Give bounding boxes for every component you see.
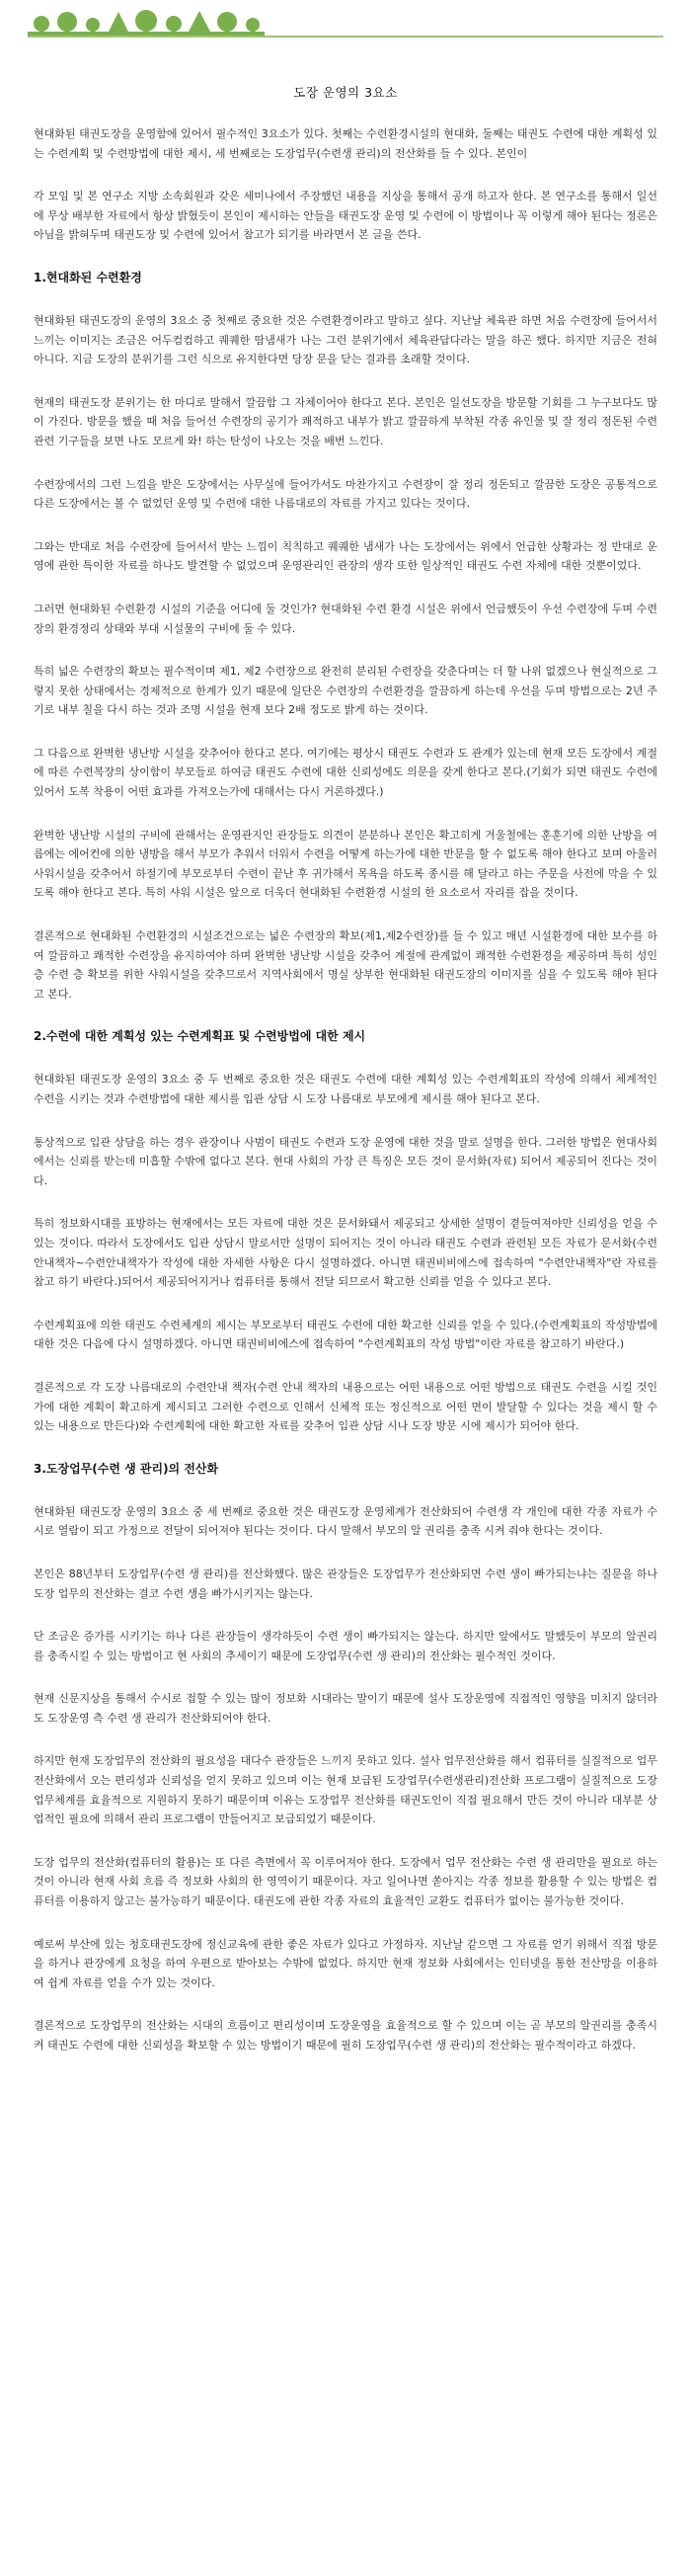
paragraph: 결론적으로 각 도장 나름대로의 수련안내 책자(수련 안내 책자의 내용으로는 어떤 내용으로 어떤 방법으로 태권도 수련을 시킬 것인가에 대한 계획이 확고하게 제시되고 그러한 수련으로 인해서 신체적 또는 정신적으로 어떤 면이 발달할 수 있다는 것을 제시 할 수 있는 내용으로 만든다)와 수련계획에 대한 확고한 자료를 갖추어 입관 상담 시나 도장 방문 시에 제시가 되어야 한다. — [34, 1380, 657, 1433]
paragraph: 그와는 반대로 처음 수련장에 들어서서 받는 느낌이 칙칙하고 퀘퀘한 냄새가 나는 도장에서는 위에서 언급한 상황과는 정 반대로 운영에 관한 특이한 자료를 하나도 발견할 수 없었으며 운영관리인 관장의 생각 또한 일상적인 태권도 수련 자체에 대한 것뿐이었다. — [34, 539, 657, 573]
paragraph: 특히 넓은 수련장의 확보는 필수적이며 제1, 제2 수련장으로 완전히 분리된 수련장을 갖춘다며는 더 할 나위 없겠으나 현실적으로 그렇지 못한 상태에서는 경제적으로 한계가 있기 때문에 일단은 수련장의 수련환경을 깔끔하게 하는데 우선을 두며 방법으로는 2년 주기로 내부 칠을 다시 하는 것과 조명 시설을 현재 보다 2배 정도로 밝게 하는 것이다. — [34, 665, 657, 717]
paragraph: 특히 정보화시대를 표방하는 현재에서는 모든 자료에 대한 것은 문서화돼서 제공되고 상세한 설명이 곁들여져야만 신뢰성을 얻을 수 있는 것이다. 따라서 도장에서도 입관 상담시 말로서만 설명이 되어지는 것이 아니라 태권도 수련과 관련된 모든 자료가 문서화(수련 안내책자~수련안내책자가 작성에 대한 자세한 사항은 다시 설명하겠다. 아니면 태권비비에스에 접속하여 "수련안내책자"란 자료를 참고 하기 바란다.)되어서 제공되어지거나 컴퓨터를 통해서 전달 되므로서 확고한 신뢰를 얻을 수 있다고 본다. — [34, 1217, 657, 1289]
paragraph: 단 조금은 증가를 시키기는 하나 다른 관장들이 생각하듯이 수련 생이 빠가되지는 않는다. 하지만 앞에서도 말했듯이 부모의 알권리를 충족시킬 수 있는 방법이고 현 사회의 추세이기 때문에 도장업무(수련 생 관리)의 전산화는 필수적인 것이다. — [34, 1630, 657, 1662]
tree-row-banner-icon — [28, 8, 265, 38]
banner-divider — [28, 36, 663, 38]
paragraph: 그 다음으로 완벽한 냉난방 시설을 갖추어야 한다고 본다. 여기에는 평상시 태권도 수련과 도 관계가 있는데 현재 모든 도장에서 계절에 따른 수련복장의 상이함이 부모들로 하여금 태권도 수련에 대한 신뢰성에도 의문을 갖게 한다고 본다.(기회가 되면 태권도 수련에 있어서 도복 착용이 어떤 효과를 가져오는가에 대해서는 다시 거론하겠다.) — [34, 746, 657, 799]
section-heading: 2.수련에 대한 계획성 있는 수련계획표 및 수련방법에 대한 제시 — [34, 1029, 366, 1044]
paragraph: 결론적으로 도장업무의 전산화는 시대의 흐름이고 편리성이며 도장운영을 효율적으로 할 수 있으며 이는 곧 부모의 알권리를 충족시켜 태권도 수련에 대한 신뢰성을 확보할 수 있는 방법이기 때문에 필히 도장업무(수련 생 관리)의 전산화는 필수적이라고 하겠다. — [34, 2019, 657, 2052]
paragraph: 현대화된 태권도장을 운영함에 있어서 필수적인 3요소가 있다. 첫째는 수련환경시설의 현대화, 둘째는 태권도 수련에 대한 계획성 있는 수련계획 및 수련방법에 대한 제시, 세 번째로는 도장업무(수련생 관리)의 전산화를 들 수 있다. 본인이 — [34, 127, 657, 160]
paragraph: 현재 신문지상을 통해서 수시로 접할 수 있는 많이 정보화 시대라는 말이기 때문에 설사 도장운영에 직접적인 영향을 미치지 않더라도 도장운영 측 수련 생 관리가 전산화되어야 한다. — [34, 1692, 657, 1725]
paragraph: 현재의 태권도장 분위기는 한 마디로 말해서 깔끔함 그 자체이어야 한다고 본다. 본인은 일선도장을 방문할 기회를 그 누구보다도 많이 가진다. 방문을 했을 때 처음 들어선 수련장의 공기가 쾌적하고 내부가 밝고 깔끔하게 부착된 각종 유인물 및 잘 정리 정돈된 수련관련 기구들을 보면 나도 모르게 와! 하는 탄성이 나오는 것을 배번 느낀다. — [34, 395, 657, 447]
paragraph: 도장 업무의 전산화(컴퓨터의 활용)는 또 다른 측면에서 꼭 이루어져야 한다. 도장에서 업무 전산화는 수련 생 관리만을 필요로 하는 것이 아니라 현재 사회 흐름 즉 정보화 사회의 한 영역이기 때문이다. 자고 일어나면 쏟아지는 각종 정보를 활용할 수 있는 방법은 컴퓨터를 이용하지 않고는 불가능하기 때문이다. 태권도에 관한 각종 자료의 효율적인 교환도 컴퓨터가 없이는 불가능한 것이다. — [34, 1855, 657, 1908]
paragraph: 본인은 88년부터 도장업무(수련 생 관리)를 전산화했다. 많은 관장들은 도장업무가 전산화되면 수련 생이 빠가되는냐는 질문을 하나 도장 업무의 전산화는 결코 수련 생을 빠가시키지는 않는다. — [34, 1567, 657, 1600]
paragraph: 수련계획표에 의한 태권도 수련체계의 제시는 부모로부터 태권도 수련에 대한 확고한 신뢰를 얻을 수 있다.(수련계획표의 작성방법에 대한 것은 다음에 다시 설명하겠다. 아니면 태권비비에스에 접속하여 "수련계획표의 작성 방법"이란 자료를 참고하기 바란다.) — [34, 1318, 657, 1351]
paragraph: 현대화된 태권도장 운영의 3요소 중 두 번째로 중요한 것은 태권도 수련에 대한 계획성 있는 수련계획표의 작성에 의해서 체계적인 수련을 시키는 것과 수련방법에 대한 제시를 입관 상담 시 도장 나름대로 부모에게 제시를 해야 된다고 본다. — [34, 1073, 657, 1105]
paragraph: 통상적으로 입관 상담을 하는 경우 관장이나 사범이 태권도 수련과 도장 운영에 대한 것을 말로 설명을 한다. 그러한 방법은 현대사회에서는 신뢰를 받는데 미흡할 수밖에 없다고 본다. 현대 사회의 가장 큰 특징은 모든 것이 문서화(자료) 되어서 제공되어 진다는 것이다. — [34, 1135, 657, 1187]
section-heading: 3.도장업무(수련 생 관리)의 전산화 — [34, 1461, 219, 1476]
paragraph: 수련장에서의 그런 느낌을 받은 도장에서는 사무실에 들어가서도 마찬가지고 수련장이 잘 정리 정돈되고 깔끔한 도장은 공통적으로 다른 도장에서는 볼 수 없었던 운영 및 수련에 대한 나름대로의 자료를 가지고 있다는 것이다. — [34, 477, 657, 511]
paragraph: 현대화된 태권도장 운영의 3요소 중 세 번째로 중요한 것은 태권도장 운영체계가 전산화되어 수련생 각 개인에 대한 각종 자료가 수시로 열람이 되고 가정으로 전달이 되어져야 된다는 것이다. 다시 말해서 부모의 알 권리를 충족 시켜 줘야 한다는 것이다. — [34, 1504, 657, 1538]
article-body — [34, 124, 657, 2079]
paragraph: 각 모임 및 본 연구소 지방 소속회원과 갖은 세미나에서 주장했던 내용을 지상을 통해서 공개 하고자 한다. 본 연구소를 통해서 일선에 무상 배부한 자료에서 항상 밝혔듯이 본인이 제시하는 안들을 태권도장 운영 및 수련에 이 방법이나 꼭 이렇게 해야 된다는 정론은 아님을 밝혀두며 태권도장 및 수련에 있어서 참고가 되기를 바라면서 본 글을 쓴다. — [34, 190, 657, 242]
paragraph: 예로써 부산에 있는 청호태권도장에 정신교육에 관한 좋은 자료가 있다고 가정하자. 지난날 같으면 그 자료를 얻기 위해서 직접 방문을 하거나 관장에게 요청을 하여 우편으로 받아보는 수밖에 없었다. 하지만 현재 정보화 사회에서는 인터넷을 통한 전산망을 이용하여 쉽게 자료를 얻을 수가 있는 것이다. — [34, 1937, 657, 1989]
paragraph: 하지만 현재 도장업무의 전산화의 필요성을 대다수 관장들은 느끼지 못하고 있다. 설사 업무전산화를 해서 컴퓨터를 실질적으로 업무전산화에서 오는 편리성과 신뢰성을 얻지 못하고 있으며 이는 현재 보급된 도장업무(수련생관리)전산화 프로그램이 실질적으로 도장 업무체계를 효율적으로 지원하지 못하기 때문이며 이유는 도장업무 전산화를 태권도인이 직접 필요해서 만든 것이 아니라 대부분 상업적인 필요에 의해서 관리 프로그램이 만들어지고 보급되었기 때문이다. — [34, 1754, 657, 1826]
page-title: 도장 운영의 3요소 — [293, 85, 398, 100]
paragraph: 결론적으로 현대화된 수련환경의 시설조건으로는 넓은 수련장의 확보(제1,제2수련장)를 들 수 있고 매년 시설환경에 대한 보수를 하여 깔끔하고 쾌적한 수련장을 유지하여야 하며 완벽한 냉난방 시설을 갖추어 계절에 관계없이 쾌적한 수련환경을 제공하며 특히 성인 층 수련 층 확보를 위한 샤워시설을 갖추므로서 지역사회에서 명실 상부한 현대화된 태권도장의 이미지를 심을 수 있도록 해야 된다고 본다. — [34, 929, 657, 1001]
paragraph: 그러면 현대화된 수련환경 시설의 기준을 어디에 둘 것인가? 현대화된 수련 환경 시설은 위에서 언급했듯이 우선 수련장에 두며 수련장의 환경정리 상태와 부대 시설물의 구비에 둘 수 있다. — [34, 602, 657, 635]
paragraph: 현대화된 태권도장의 운영의 3요소 중 첫째로 중요한 것은 수련환경이라고 말하고 싶다. 지난날 체육관 하면 처음 수련장에 들어서서 느끼는 이미지는 조금은 어두컴컴하고 퀘퀘한 땀냄새가 나는 그런 분위기에서 체육관답다라는 말을 하곤 했다. 하지만 지금은 전혀 아니다. 지금 도장의 분위기를 그런 식으로 유지한다면 당장 문을 닫는 결과를 초래할 것이다. — [34, 313, 657, 366]
section-heading: 1.현대화된 수련환경 — [34, 270, 142, 284]
paragraph: 완벽한 냉난방 시설의 구비에 관해서는 운영관지인 관장들도 의견이 분분하나 본인은 확고히게 겨울철에는 훈훈기에 의한 난방을 여름에는 에어컨에 의한 냉방을 해서 부모가 추워서 더워서 수련을 어떻게 하는가에 대한 반문을 할 수 없도록 해야 한다고 보며 아울러 사워시설을 갖추어서 하절기에 부모로부터 수련이 끝난 후 귀가해서 목욕을 하도록 종시를 해 달라고 하는 주문을 사전에 막을 수 있도록 해야 한다고 본다. 특히 샤워 시설은 앞으로 더욱더 현대화된 수련환경 시설의 한 요소로서 자리를 잡을 것이다. — [34, 828, 657, 900]
